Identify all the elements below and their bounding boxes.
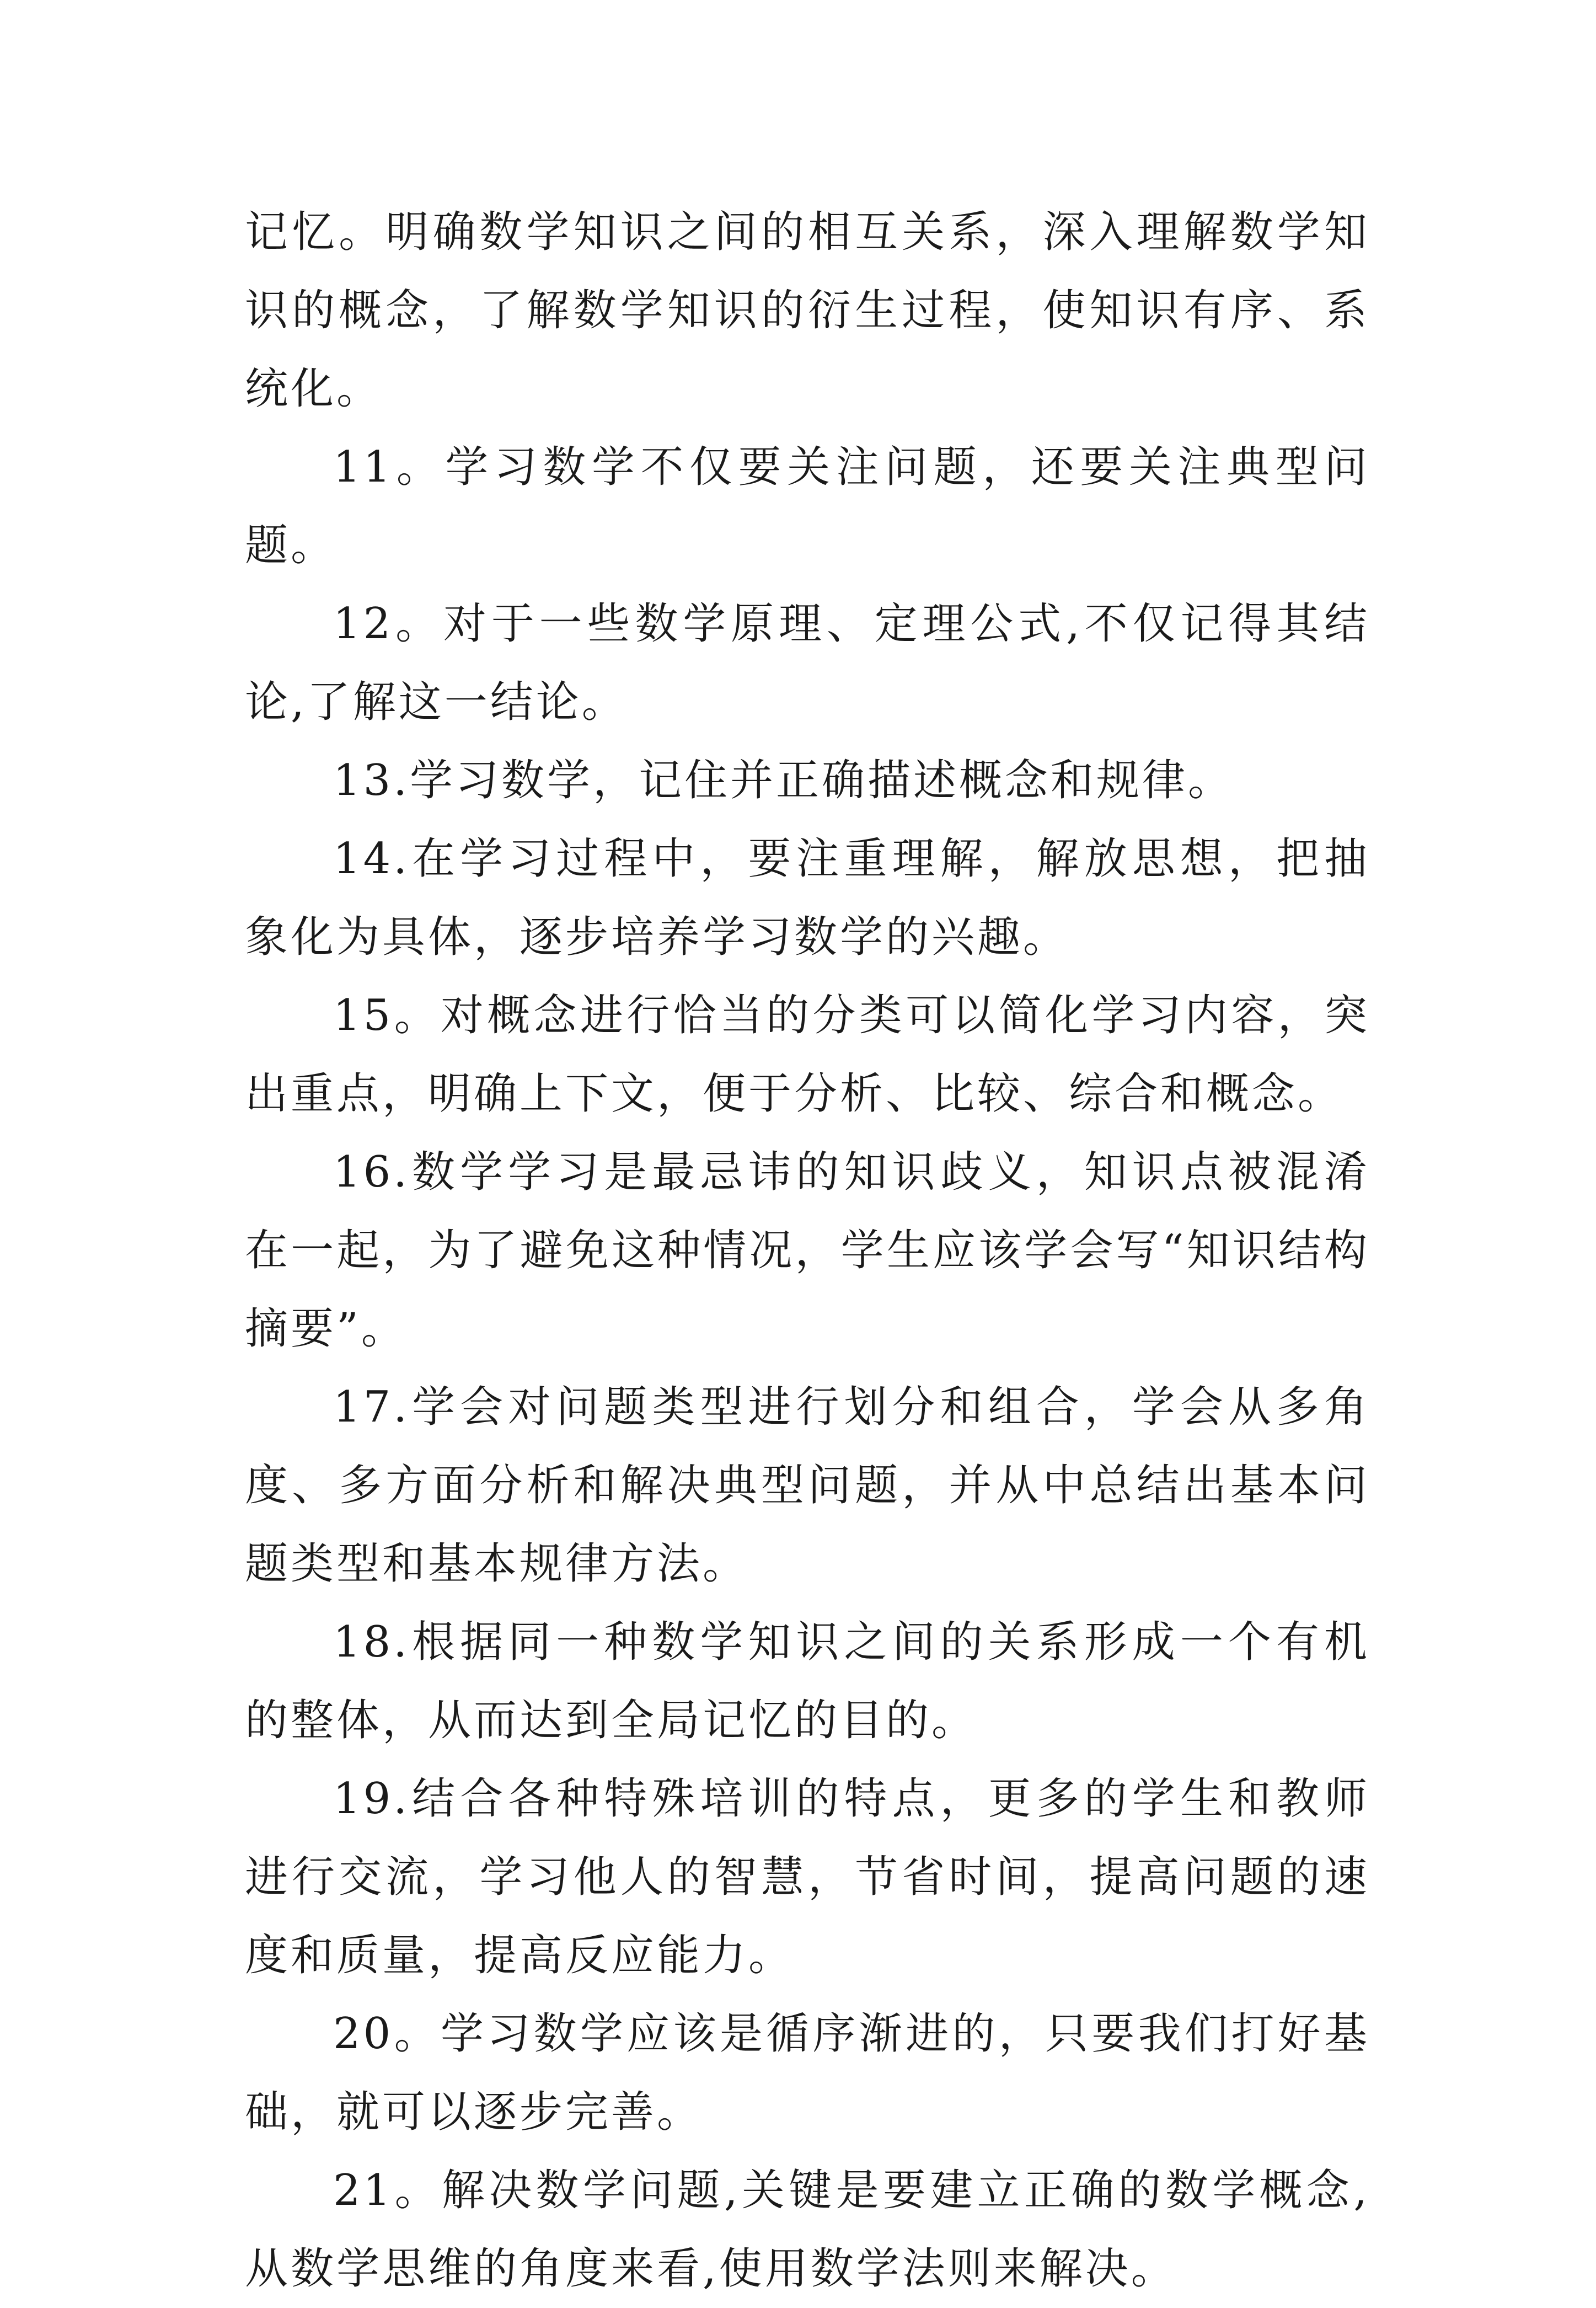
paragraph-item-17: 17.学会对问题类型进行划分和组合，学会从多角度、多方面分析和解决典型问题，并从中总结出基本问题类型和基本规律方法。 bbox=[245, 1382, 1370, 1589]
paragraph-item-13: 13.学习数学，记住并正确描述概念和规律。 bbox=[333, 756, 1234, 805]
document-body bbox=[245, 193, 1370, 2308]
paragraph-item-21: 21。解决数学问题,关键是要建立正确的数学概念,从数学思维的角度来看,使用数学法则来解决。 bbox=[245, 2166, 1370, 2294]
paragraph-item-19: 19.结合各种特殊培训的特点，更多的学生和教师进行交流，学习他人的智慧，节省时间，提高问题的速度和质量，提高反应能力。 bbox=[245, 1774, 1370, 1980]
paragraph-item-20: 20。学习数学应该是循序渐进的，只要我们打好基础，就可以逐步完善。 bbox=[245, 2009, 1370, 2137]
paragraph-continuation: 记忆。明确数学知识之间的相互关系，深入理解数学知识的概念，了解数学知识的衍生过程，使知识有序、系统化。 bbox=[245, 207, 1370, 414]
paragraph-item-18: 18.根据同一种数学知识之间的关系形成一个有机的整体，从而达到全局记忆的目的。 bbox=[245, 1617, 1370, 1745]
paragraph-item-15: 15。对概念进行恰当的分类可以简化学习内容，突出重点，明确上下文，便于分析、比较、综合和概念。 bbox=[245, 991, 1370, 1119]
paragraph-item-11: 11。学习数学不仅要关注问题，还要关注典型问题。 bbox=[245, 442, 1370, 570]
paragraph-item-16: 16.数学学习是最忌讳的知识歧义，知识点被混淆在一起，为了避免这种情况，学生应该学会写“知识结构摘要”。 bbox=[245, 1147, 1370, 1354]
paragraph-item-12: 12。对于一些数学原理、定理公式,不仅记得其结论,了解这一结论。 bbox=[245, 599, 1370, 727]
paragraph-item-14: 14.在学习过程中，要注重理解，解放思想，把抽象化为具体，逐步培养学习数学的兴趣。 bbox=[245, 834, 1370, 962]
